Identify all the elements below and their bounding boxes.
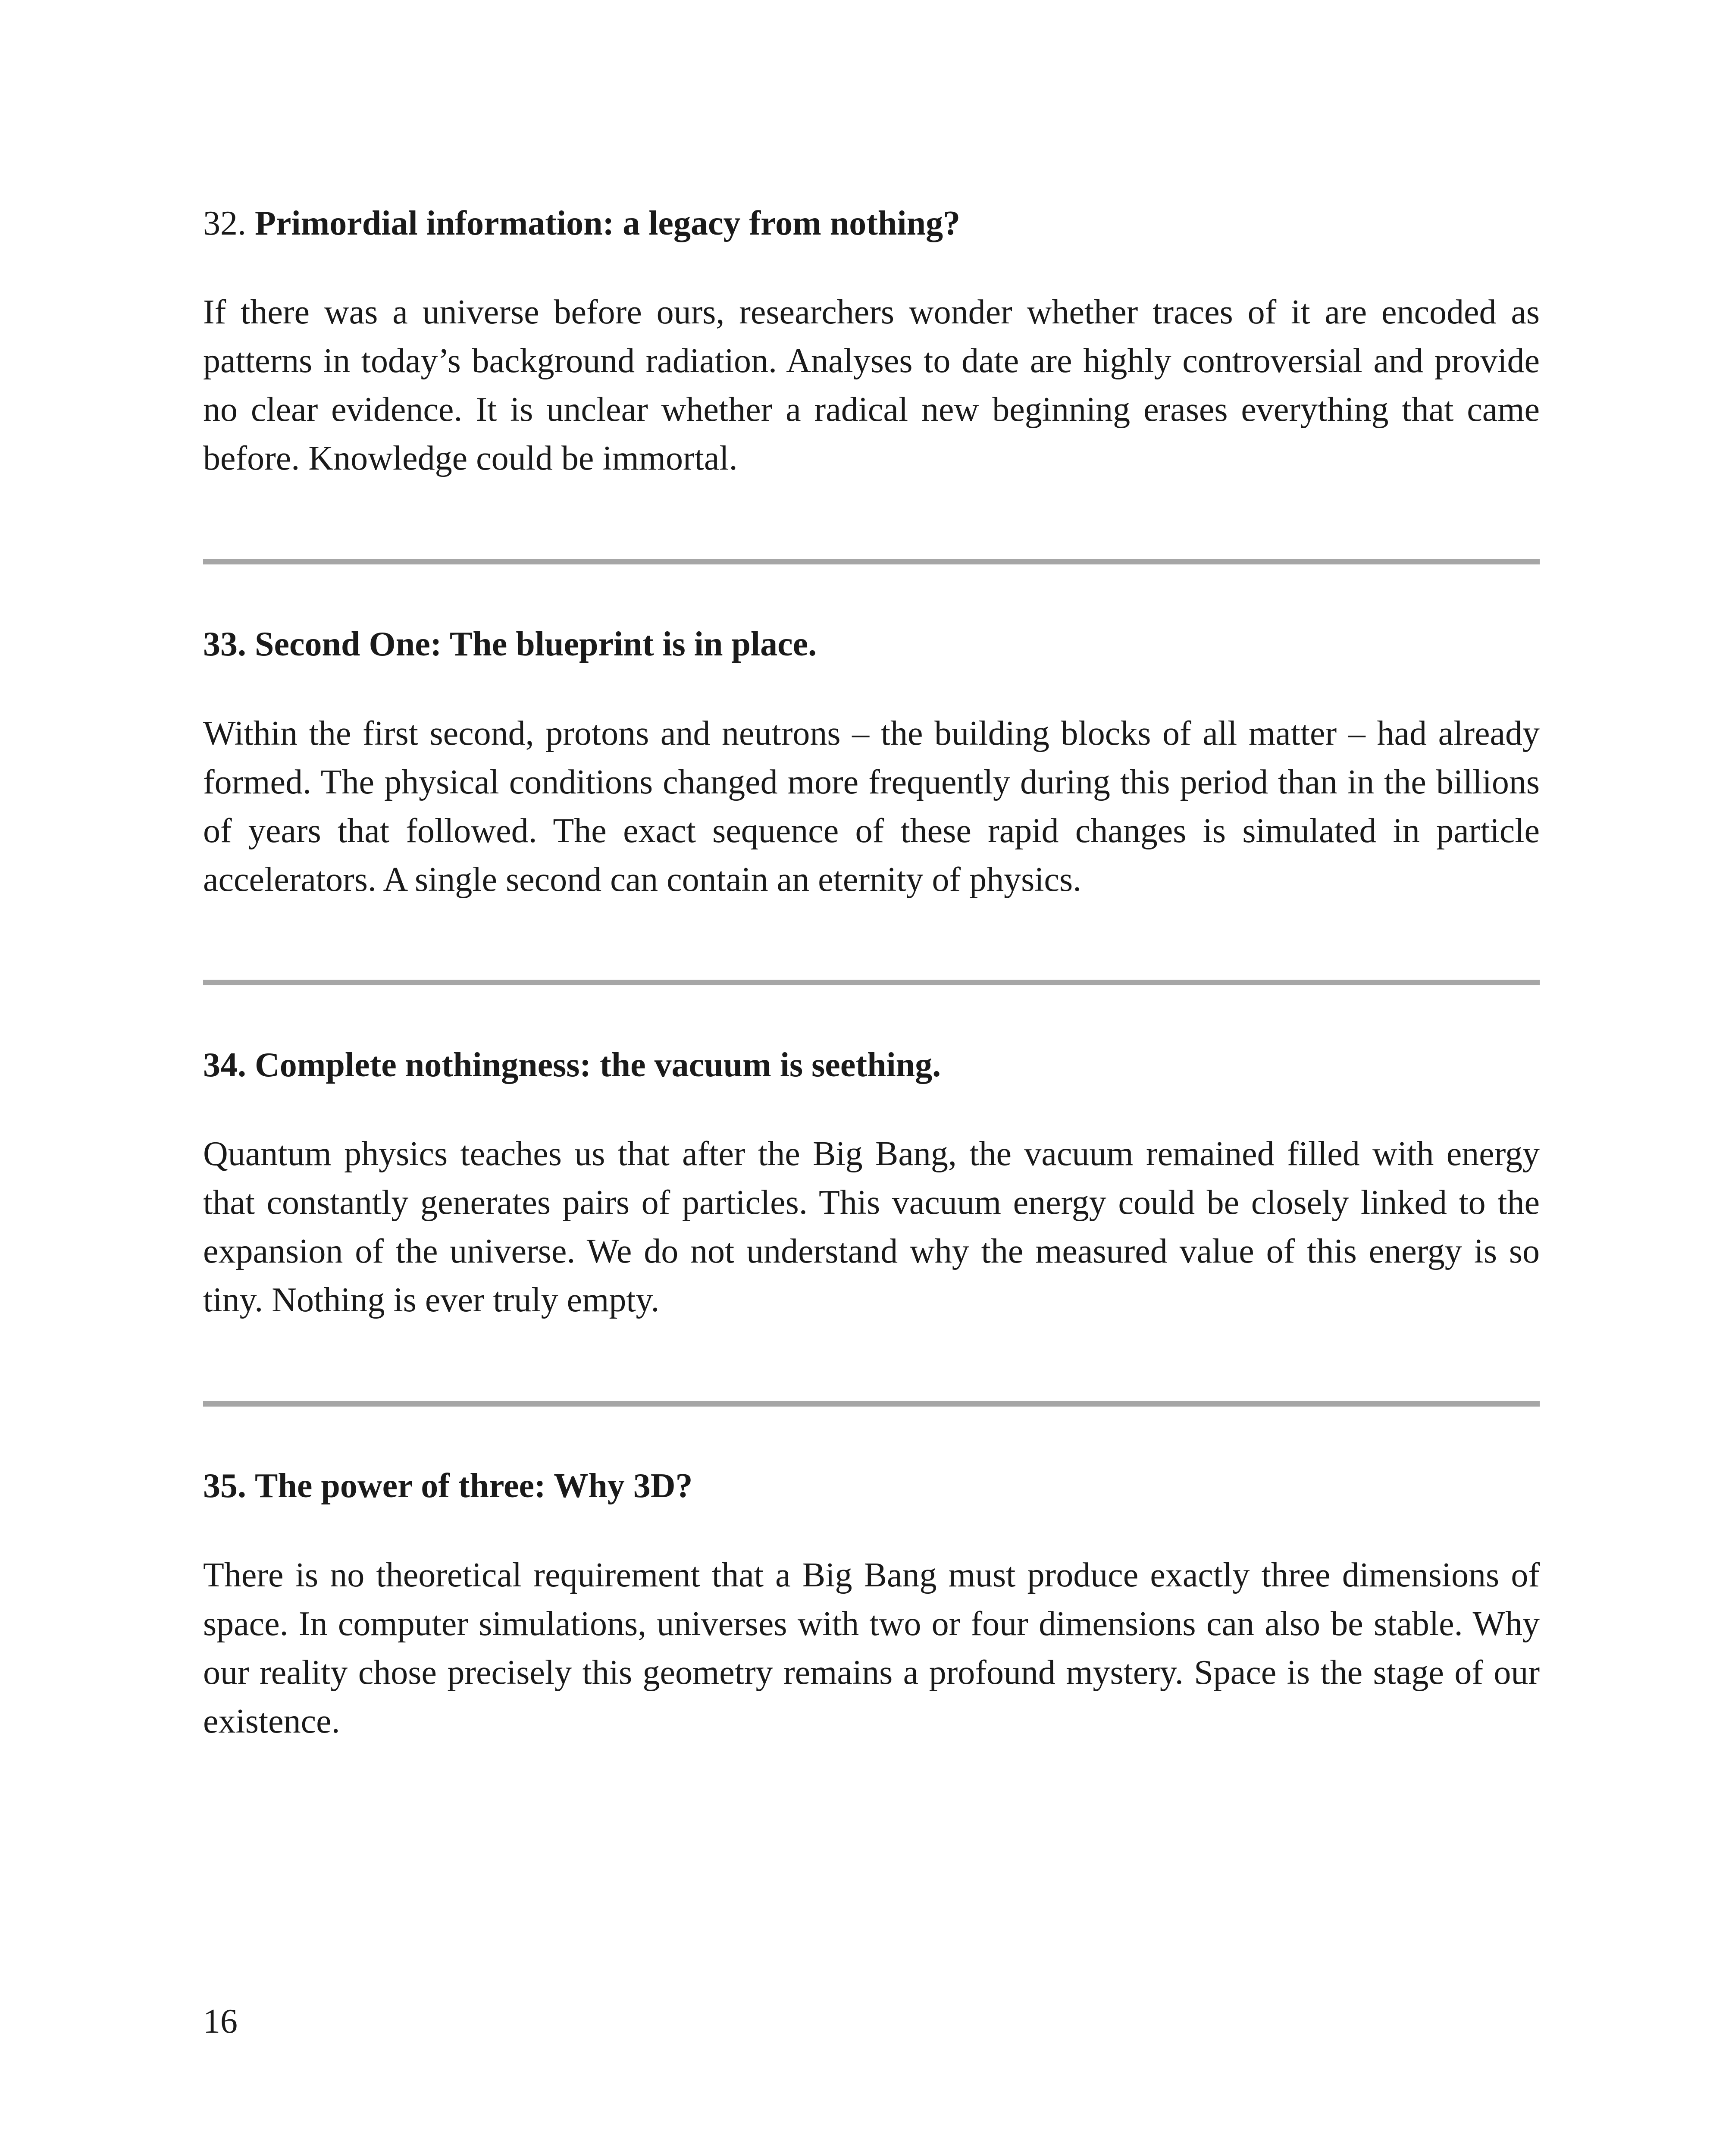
section-number: 33. [203,625,246,663]
section-34 [203,1044,1540,1086]
section-heading [203,1465,1540,1507]
section-35 [203,1465,1540,1507]
section-body: Quantum physics teaches us that after the Big Bang, the vacuum remained filled with energy that constantly generates pairs of particles. This vacuum energy could be closely linked to the expansion of the universe. We do not understand why the measured value of this energy is so tiny. Nothing is ever truly empty. [203,1135,1540,1319]
section-number: 32. [203,204,246,242]
section-heading [203,1044,1540,1086]
section-title: Complete nothingness: the vacuum is seething. [255,1046,941,1084]
section-divider [203,1401,1540,1407]
section-number: 34. [203,1046,246,1084]
document-page [203,0,1540,2156]
section-heading [203,624,1540,665]
section-body: There is no theoretical requirement that a Big Bang must produce exactly three dimensions of space. In computer simulations, universes with two or four dimensions can also be stable. Why our reality chose precisely this geometry remains a profound mystery. Space is the stage of our existence. [203,1556,1540,1740]
section-32 [203,203,1540,244]
section-title: Primordial information: a legacy from nothing? [255,204,961,242]
section-body: Within the first second, protons and neutrons – the building blocks of all matter – had already formed. The physical conditions changed more frequently during this period than in the billions of years that followed. The exact sequence of these rapid changes is simulated in particle accelerators. A single second can contain an eternity of physics. [203,714,1540,899]
section-number: 35. [203,1467,246,1505]
section-heading [203,203,1540,244]
section-33 [203,624,1540,665]
section-divider [203,559,1540,564]
section-divider [203,980,1540,985]
section-body: If there was a universe before ours, researchers wonder whether traces of it are encoded as patterns in today’s background radiation. Analyses to date are highly controversial and provide no clear evidence. It is unclear whether a radical new beginning erases everything that came before. Knowledge could be immortal. [203,293,1540,477]
section-title: The power of three: Why 3D? [255,1467,693,1505]
section-title: Second One: The blueprint is in place. [255,625,817,663]
page-number: 16 [203,2002,238,2040]
